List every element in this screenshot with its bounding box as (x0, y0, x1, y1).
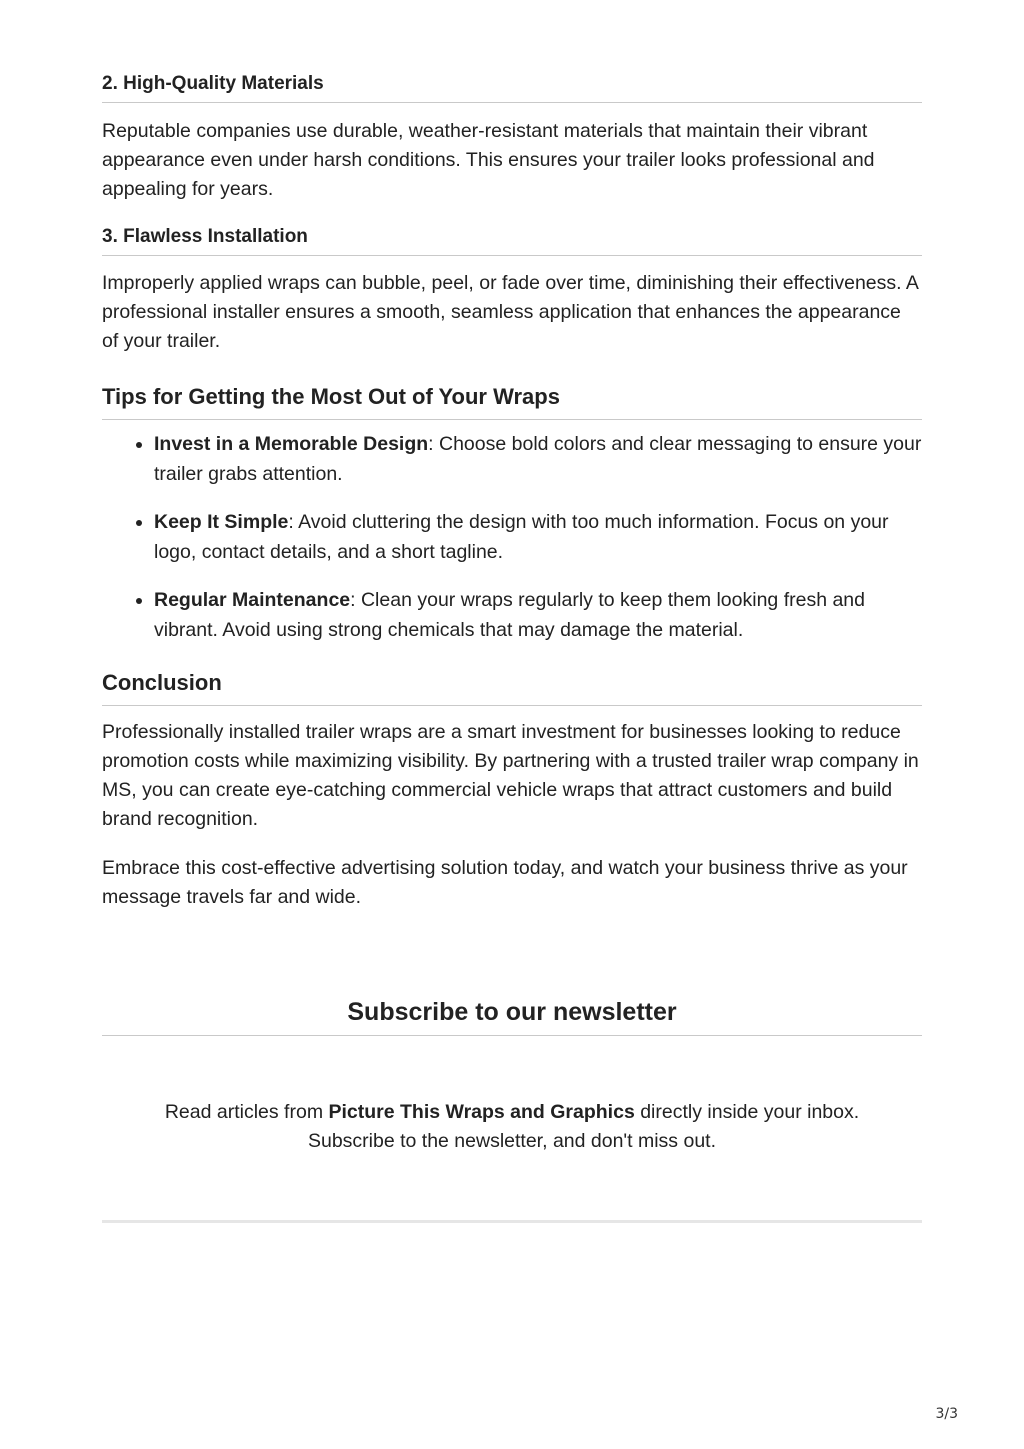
article-content (102, 0, 922, 1223)
tip-title: Regular Maintenance (154, 589, 351, 611)
section-heading-installation: 3. Flawless Installation (102, 226, 922, 256)
tip-title: Invest in a Memorable Design (154, 433, 429, 455)
tips-list (102, 430, 922, 645)
page-number: 3/3 (935, 1406, 958, 1422)
tips-list-item (154, 430, 922, 489)
conclusion-paragraph: Embrace this cost-effective advertising solution today, and watch your business thrive as your message travels far and wide. (102, 857, 908, 908)
footer-divider (102, 1220, 922, 1223)
tips-heading: Tips for Getting the Most Out of Your Wraps (102, 384, 922, 420)
section-text-quality: Reputable companies use durable, weather-resistant materials that maintain their vibrant appearance even under harsh conditions. This ensures your trailer looks professional and appealing for years. (102, 120, 875, 200)
newsletter-description (102, 1098, 922, 1156)
tip-title: Keep It Simple (154, 511, 289, 533)
newsletter-title: Subscribe to our newsletter (102, 998, 922, 1036)
conclusion-paragraph: Professionally installed trailer wraps are a smart investment for businesses looking to reduce promotion costs while maximizing visibility. By partnering with a trusted trailer wrap company in MS, you can create eye-catching commercial vehicle wraps that attract customers and build brand recognition. (102, 721, 919, 830)
tips-list-item (154, 508, 922, 567)
tip-text: : Clean your wraps regularly to keep them looking fresh and vibrant. Avoid using strong chemicals that may damage the material. (154, 589, 865, 641)
newsletter-text-after: directly inside your inbox. (634, 1101, 860, 1123)
newsletter-brand-name: Picture This Wraps and Graphics (328, 1101, 635, 1123)
newsletter-text-before: Read articles from (164, 1101, 329, 1123)
section-text-installation: Improperly applied wraps can bubble, peel, or fade over time, diminishing their effectiveness. A professional installer ensures a smooth, seamless application that enhances the appearance of your trailer. (102, 272, 918, 352)
conclusion-heading: Conclusion (102, 670, 922, 706)
tips-list-item (154, 586, 922, 645)
tip-text: : Choose bold colors and clear messaging to ensure your trailer grabs attention. (154, 433, 922, 485)
newsletter-subscribe-line: Subscribe to the newsletter, and don't miss out. (307, 1130, 717, 1152)
tip-text: : Avoid cluttering the design with too much information. Focus on your logo, contact details, and a short tagline. (154, 511, 889, 563)
section-heading-quality: 2. High-Quality Materials (102, 73, 922, 103)
